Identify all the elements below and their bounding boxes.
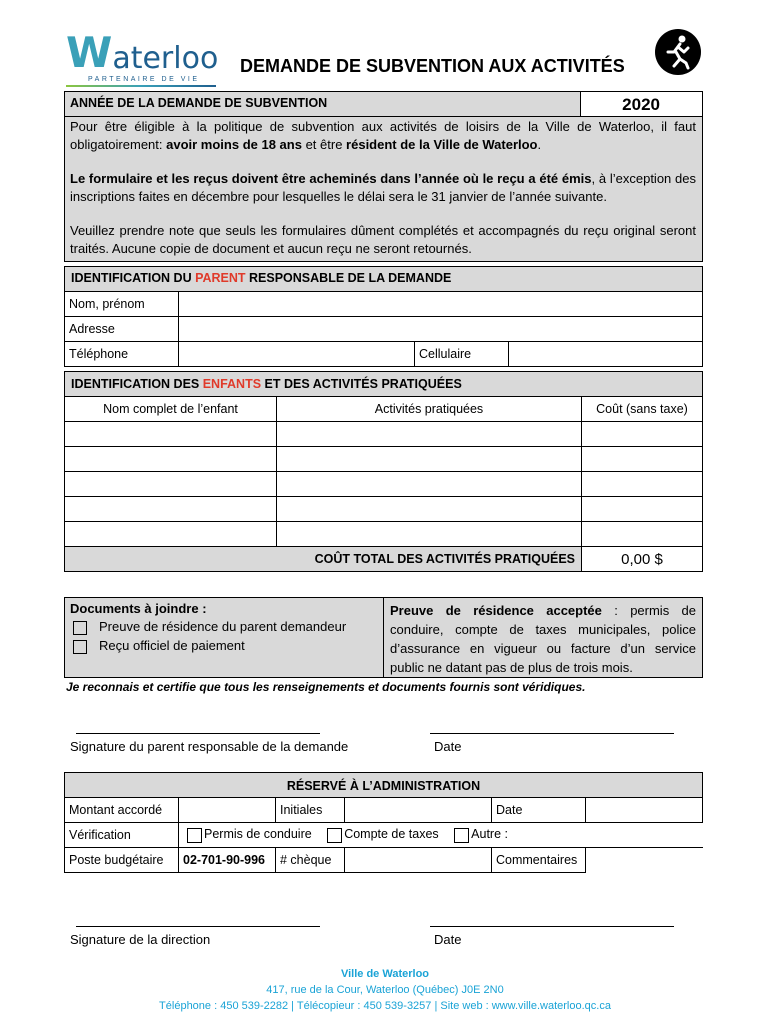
comments-field[interactable] (586, 848, 703, 873)
cost-field[interactable] (582, 422, 703, 447)
intro-divider (64, 116, 580, 117)
cost-field[interactable] (582, 472, 703, 497)
cell-label: Cellulaire (415, 342, 509, 367)
parent-table (64, 291, 703, 367)
initials-field[interactable] (345, 798, 492, 823)
logo-tagline: PARTENAIRE DE VIE (88, 76, 200, 83)
logo (66, 28, 226, 83)
cell-field[interactable] (509, 342, 703, 367)
admin-date-label: Date (492, 798, 586, 823)
table-row (65, 497, 703, 522)
certify-text: Je reconnais et certifie que tous les renseignements et documents fournis sont véridiques. (66, 680, 586, 694)
cheque-field[interactable] (345, 848, 492, 873)
cost-field[interactable] (582, 522, 703, 547)
col-activities: Activités pratiquées (277, 397, 582, 422)
logo-letter: W (66, 28, 113, 77)
documents-title: Documents à joindre : (70, 601, 207, 616)
child-name-field[interactable] (65, 522, 277, 547)
parent-date-line[interactable] (430, 733, 674, 734)
activity-field[interactable] (277, 522, 582, 547)
child-name-field[interactable] (65, 497, 277, 522)
verification-label: Vérification (65, 823, 179, 848)
document-item-2[interactable]: Reçu officiel de paiement (73, 638, 245, 654)
cost-field[interactable] (582, 497, 703, 522)
child-name-field[interactable] (65, 422, 277, 447)
amount-label: Montant accordé (65, 798, 179, 823)
direction-signature-label: Signature de la direction (70, 932, 211, 947)
admin-table (64, 797, 703, 873)
page-title: DEMANDE DE SUBVENTION AUX ACTIVITÉS (240, 56, 625, 76)
footer-contact: Téléphone : 450 539-2282 | Télécopieur : 450 539-3257 | Site web : www.ville.waterloo.qc.ca (159, 1000, 611, 1012)
table-row (65, 447, 703, 472)
col-cost: Coût (sans taxe) (582, 397, 703, 422)
checkbox[interactable] (73, 621, 87, 635)
phone-field[interactable] (179, 342, 415, 367)
activity-field[interactable] (277, 422, 582, 447)
children-table (64, 396, 703, 572)
table-row (65, 522, 703, 547)
year-label: ANNÉE DE LA DEMANDE DE SUBVENTION (70, 96, 328, 110)
document-item-1[interactable]: Preuve de résidence du parent demandeur (73, 619, 346, 635)
checkbox-taxes[interactable] (327, 828, 342, 843)
total-label: COÛT TOTAL DES ACTIVITÉS PRATIQUÉES (65, 547, 582, 572)
phone-label: Téléphone (65, 342, 179, 367)
parent-section-title: IDENTIFICATION DU PARENT RESPONSABLE DE LA DEMANDE (64, 266, 703, 292)
activity-field[interactable] (277, 447, 582, 472)
parent-date-label: Date (434, 739, 462, 754)
intro-paragraph-2: Le formulaire et les reçus doivent être acheminés dans l’année où le reçu a été émis, à l’exception des inscriptions faites en décembre pour lesquelles le délai sera le 31 janvier de l’année suivante. (70, 171, 696, 204)
child-name-field[interactable] (65, 472, 277, 497)
parent-signature-line[interactable] (76, 733, 320, 734)
checkbox-permis[interactable] (187, 828, 202, 843)
budget-value: 02-701-90-996 (179, 848, 276, 873)
direction-signature-line[interactable] (76, 926, 320, 927)
children-section-title: IDENTIFICATION DES ENFANTS ET DES ACTIVITÉS PRATIQUÉES (64, 371, 703, 397)
intro-paragraph-3: Veuillez prendre note que seuls les formulaires dûment complétés et accompagnés du reçu original seront traités. Aucune copie de document et aucun reçu ne seront retournés. (70, 223, 696, 256)
address-field[interactable] (179, 317, 703, 342)
verification-options: Permis de conduire Compte de taxes Autre : (179, 823, 703, 848)
budget-label: Poste budgétaire (65, 848, 179, 873)
proof-of-residence: Preuve de résidence acceptée : permis de conduire, compte de taxes municipales, police d’assurance en vigueur ou facture d’un service public ne datant pas de plus de trois mois. (390, 603, 696, 675)
logo-underline (66, 85, 216, 87)
table-row (65, 422, 703, 447)
checkbox[interactable] (73, 640, 87, 654)
cost-field[interactable] (582, 447, 703, 472)
activity-field[interactable] (277, 472, 582, 497)
table-row (65, 472, 703, 497)
logo-text: aterloo (112, 41, 219, 76)
documents-divider (383, 597, 384, 678)
admin-section-title: RÉSERVÉ À L’ADMINISTRATION (64, 772, 703, 798)
comments-label: Commentaires (492, 848, 586, 873)
direction-date-label: Date (434, 932, 462, 947)
parent-signature-label: Signature du parent responsable de la demande (70, 739, 349, 754)
child-name-field[interactable] (65, 447, 277, 472)
activity-field[interactable] (277, 497, 582, 522)
initials-label: Initiales (276, 798, 345, 823)
address-label: Adresse (65, 317, 179, 342)
checkbox-autre[interactable] (454, 828, 469, 843)
year-value: 2020 (622, 95, 660, 114)
runner-icon (654, 28, 702, 76)
total-value: 0,00 $ (582, 547, 703, 572)
name-field[interactable] (179, 292, 703, 317)
amount-field[interactable] (179, 798, 276, 823)
intro-paragraph-1: Pour être éligible à la politique de subvention aux activités de loisirs de la Ville de Waterloo, il faut obligatoirement: avoir moins de 18 ans et être résident de la Ville de Waterloo. (70, 119, 696, 152)
year-field[interactable] (580, 91, 703, 117)
direction-date-line[interactable] (430, 926, 674, 927)
col-child-name: Nom complet de l’enfant (65, 397, 277, 422)
footer-org: Ville de Waterloo (340, 968, 430, 980)
cheque-label: # chèque (276, 848, 345, 873)
name-label: Nom, prénom (65, 292, 179, 317)
footer-address: 417, rue de la Cour, Waterloo (Québec) J0E 2N0 (266, 984, 504, 996)
admin-date-field[interactable] (586, 798, 703, 823)
